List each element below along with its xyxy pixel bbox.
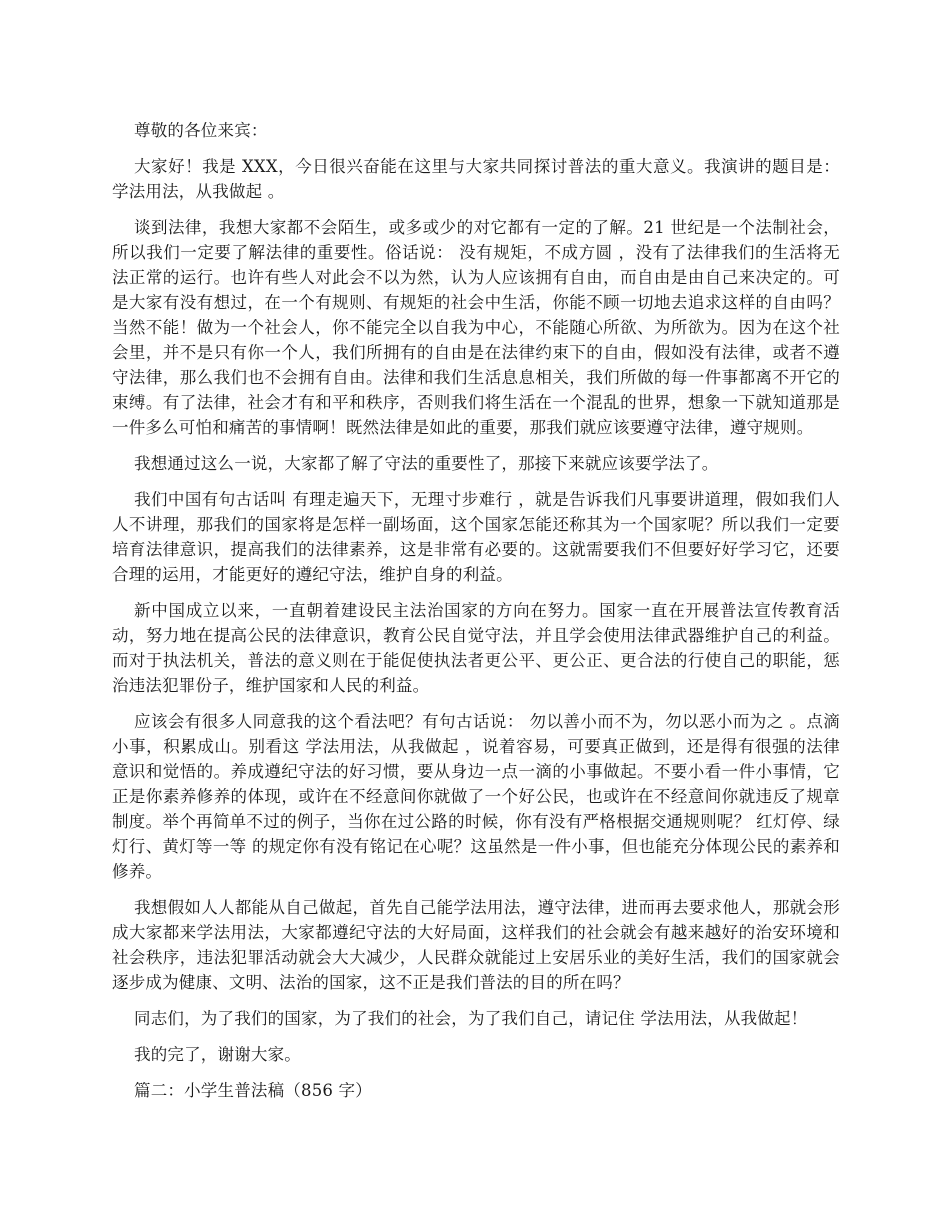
body-paragraph: 我想通过这么一说，大家都了解了守法的重要性了，那接下来就应该要学法了。: [134, 454, 719, 473]
body-paragraph: 谈到法律，我想大家都不会陌生，或多或少的对它都有一定的了解。21 世纪是一个法制社会，所以我们一定要了解法律的重要性。俗话说： 没有规矩，不成方圆 ，没有了法律我们的生活将无法正常的运行。也许有些人对此会不以为然，认为人应该拥有自由，而自由是由自己来决定的。可是大家有没有想过，在一个有规则、有规矩的社会中生活，你能不顾一切地去追求这样的自由吗？当然不能！做为一个社会人，你不能完全以自我为中心，不能随心所欲、为所欲为。因为在这个社会里，并不是只有你一个人，我们所拥有的自由是在法律约束下的自由，假如没有法律，或者不遵守法律，那么我们也不会拥有自由。法律和我们生活息息相关，我们所做的每一件事都离不开它的束缚。有了法律，社会才有和平和秩序，否则我们将生活在一个混乱的世界，想象一下就知道那是一件多么可怕和痛苦的事情啊！既然法律是如此的重要，那我们就应该要遵守法律，遵守规则。: [112, 218, 840, 437]
document-body: [112, 118, 840, 1114]
closing-paragraph: 同志们，为了我们的国家，为了我们的社会，为了我们自己，请记住 学法用法，从我做起！: [134, 1009, 808, 1028]
section-heading: 篇二：小学生普法稿（856 字）: [134, 1081, 372, 1100]
greeting-paragraph: 尊敬的各位来宾：: [134, 121, 268, 140]
body-paragraph: 我们中国有句古话叫 有理走遍天下，无理寸步难行 ，就是告诉我们凡事要讲道理，假如我们人人不讲理，那我们的国家将是怎样一副场面，这个国家怎能还称其为一个国家呢？所以我们一定要培育法律意识，提高我们的法律素养，这是非常有必要的。这就需要我们不但要好好学习它，还要合理的运用，才能更好的遵纪守法，维护自身的利益。: [112, 490, 840, 584]
body-paragraph: 我想假如人人都能从自己做起，首先自己能学法用法，遵守法律，进而再去要求他人，那就会形成大家都来学法用法，大家都遵纪守法的大好局面，这样我们的社会就会有越来越好的治安环境和社会秩序，违法犯罪活动就会大大减少，人民群众就能过上安居乐业的美好生活，我们的国家就会逐步成为健康、文明、法治的国家，这不正是我们普法的目的所在吗？: [112, 898, 840, 992]
body-paragraph: 新中国成立以来，一直朝着建设民主法治国家的方向在努力。国家一直在开展普法宣传教育活动，努力地在提高公民的法律意识，教育公民自觉守法，并且学会使用法律武器维护自己的利益。而对于执法机关，普法的意义则在于能促使执法者更公平、更公正、更合法的行使自己的职能，惩治违法犯罪份子，维护国家和人民的利益。: [112, 601, 840, 695]
thanks-paragraph: 我的完了，谢谢大家。: [134, 1045, 301, 1064]
body-paragraph: 应该会有很多人同意我的这个看法吧？有句古话说： 勿以善小而不为，勿以恶小而为之 。点滴小事，积累成山。别看这 学法用法，从我做起 ，说着容易，可要真正做到，还是得有很强的法律意识和觉悟的。养成遵纪守法的好习惯，要从身边一点一滴的小事做起。不要小看一件小事情，它正是你素养修养的体现，或许在不经意间你就做了一个好公民，也或许在不经意间你就违反了规章制度。举个再简单不过的例子，当你在过公路的时候，你有没有严格根据交通规则呢？ 红灯停、绿灯行、黄灯等一等 的规定你有没有铭记在心呢？这虽然是一件小事，但也能充分体现公民的素养和修养。: [112, 712, 840, 881]
intro-paragraph: 大家好！我是 XXX，今日很兴奋能在这里与大家共同探讨普法的重大意义。我演讲的题目是： 学法用法，从我做起 。: [112, 157, 840, 201]
